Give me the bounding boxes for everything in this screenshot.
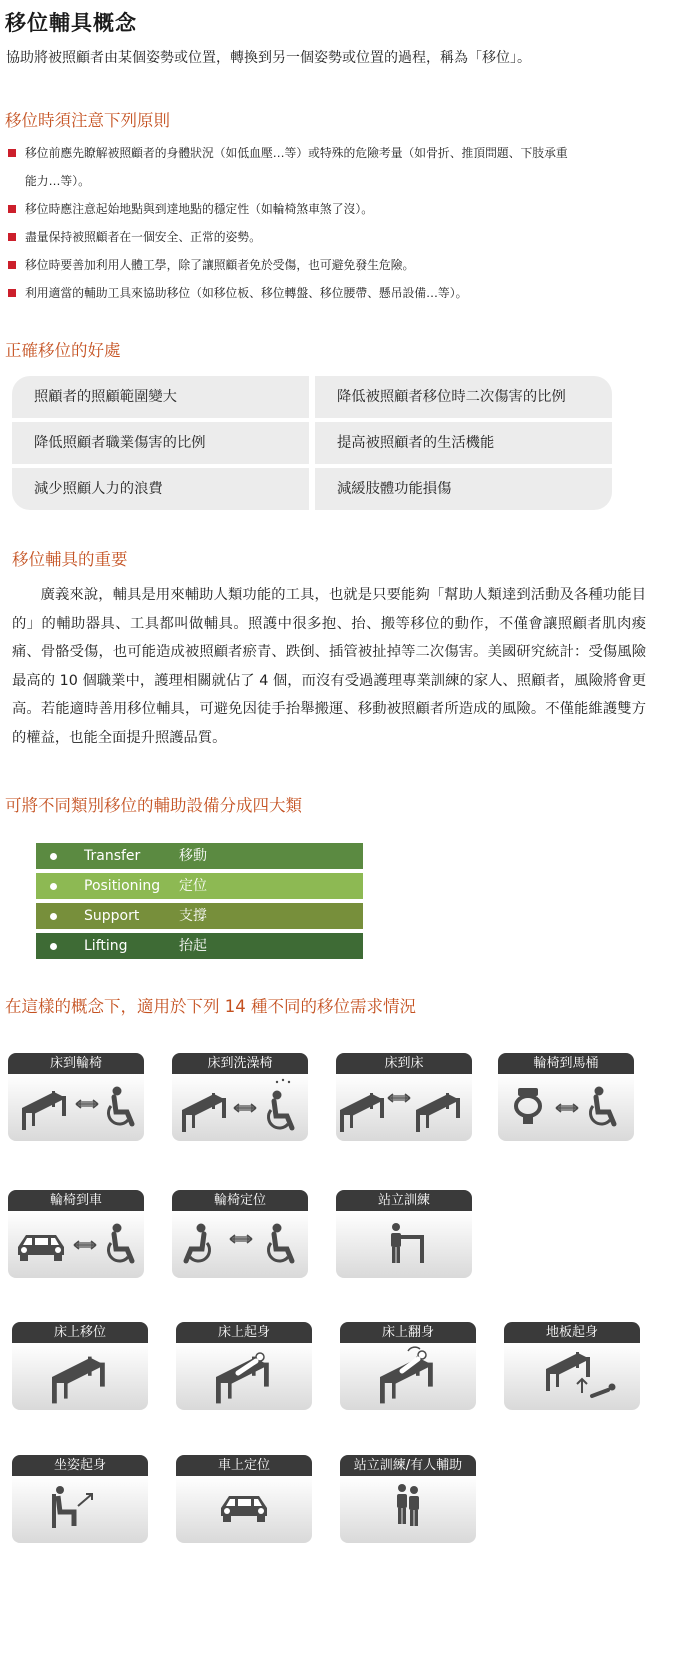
category-zh: 支撐 <box>179 908 207 924</box>
tile-wheelchair-positioning <box>172 1190 308 1278</box>
tile-label: 站立訓練 <box>336 1190 472 1211</box>
turn-over-in-bed-icon <box>340 1343 476 1410</box>
category-en: Positioning <box>84 878 161 894</box>
category-zh: 定位 <box>179 878 207 894</box>
principles-list <box>2 139 692 307</box>
tile-bed-to-shower-chair <box>172 1053 308 1141</box>
benefit-cell: 降低被照顧者移位時二次傷害的比例 <box>315 376 612 418</box>
bullet-icon <box>50 853 57 860</box>
list-item: 移位前應先瞭解被照顧者的身體狀況（如低血壓…等）或特殊的危險考量（如骨折、推頂問題、下肢承重 <box>2 139 692 167</box>
benefit-cell: 減緩肢體功能損傷 <box>315 468 612 510</box>
benefit-cell: 降低照顧者職業傷害的比例 <box>12 422 309 464</box>
importance-paragraph: 廣義來說，輔具是用來輔助人類功能的工具，也就是只要能夠「幫助人類達到活動及各種功能目的」的輔助器具、工具都叫做輔具。照護中很多抱、抬、搬等移位的動作，不僅會讓照顧者肌肉痠痛、骨骼受傷，也可能造成被照顧者瘀青、跌倒、插管被扯掉等二次傷害。美國研究統計：受傷風險最高的 10 個職業中，護理相關就佔了 4 個，而沒有受過護理專業訓練的家人、照顧者，風險將會更高。若能適時善用移位輔具，可避免因徒手抬舉搬運、移動被照顧者所造成的風險。不僅能維護雙方的權益，也能全面提升照護品質。 <box>12 587 646 746</box>
tile-toilet-to-wheelchair <box>498 1053 634 1141</box>
toilet-to-wheelchair-icon <box>498 1074 634 1141</box>
category-positioning <box>36 873 363 899</box>
benefit-cell: 減少照顧人力的浪費 <box>12 468 309 510</box>
list-item: 移位時應注意起始地點與到達地點的穩定性（如輪椅煞車煞了沒）。 <box>2 195 692 223</box>
bed-to-shower-chair-icon <box>172 1074 308 1141</box>
category-lifting <box>36 933 363 959</box>
category-transfer <box>36 843 363 869</box>
page-title: 移位輔具概念 <box>5 11 137 35</box>
rise-from-floor-icon <box>504 1343 640 1410</box>
list-item: 利用適當的輔助工具來協助移位（如移位板、移位轉盤、移位腰帶、懸吊設備…等）。 <box>2 279 692 307</box>
intro-text: 協助將被照顧者由某個姿勢或位置，轉換到另一個姿勢或位置的過程，稱為「移位」。 <box>6 50 531 66</box>
category-support <box>36 903 363 929</box>
tile-label: 站立訓練/有人輔助 <box>340 1455 476 1476</box>
car-to-wheelchair-icon <box>8 1211 144 1278</box>
tile-rise-from-floor <box>504 1322 640 1410</box>
bullet-icon <box>50 943 57 950</box>
benefit-cell: 提高被照顧者的生活機能 <box>315 422 612 464</box>
sit-to-stand-icon <box>12 1476 148 1543</box>
tile-label: 床到輪椅 <box>8 1053 144 1074</box>
tile-bed-to-bed <box>336 1053 472 1141</box>
category-en: Transfer <box>84 848 141 864</box>
wheelchair-positioning-icon <box>172 1211 308 1278</box>
tile-label: 床到床 <box>336 1053 472 1074</box>
principles-heading: 移位時須注意下列原則 <box>5 111 170 130</box>
tile-label: 坐姿起身 <box>12 1455 148 1476</box>
standing-training-icon <box>336 1211 472 1278</box>
needs-heading: 在這樣的概念下，適用於下列 14 種不同的移位需求情況 <box>5 997 416 1016</box>
list-item: 移位時要善加利用人體工學，除了讓照顧者免於受傷，也可避免發生危險。 <box>2 251 692 279</box>
tile-label: 地板起身 <box>504 1322 640 1343</box>
car-positioning-icon <box>176 1476 312 1543</box>
tile-car-positioning <box>176 1455 312 1543</box>
tile-label: 輪椅到馬桶 <box>498 1053 634 1074</box>
tile-label: 床上移位 <box>12 1322 148 1343</box>
category-en: Support <box>84 908 140 924</box>
tile-sit-up-in-bed <box>176 1322 312 1410</box>
importance-heading: 移位輔具的重要 <box>12 550 128 569</box>
bullet-icon <box>50 913 57 920</box>
tile-label: 床到洗澡椅 <box>172 1053 308 1074</box>
tile-label: 輪椅到車 <box>8 1190 144 1211</box>
category-zh: 移動 <box>179 848 207 864</box>
tile-wheelchair-to-car <box>8 1190 144 1278</box>
tile-standing-training <box>336 1190 472 1278</box>
tile-bed-shift <box>12 1322 148 1410</box>
bed-shift-icon <box>12 1343 148 1410</box>
tile-sit-to-stand <box>12 1455 148 1543</box>
benefits-heading: 正確移位的好處 <box>5 341 121 360</box>
bed-to-wheelchair-icon <box>8 1074 144 1141</box>
categories-heading: 可將不同類別移位的輔助設備分成四大類 <box>5 796 302 815</box>
tile-label: 床上起身 <box>176 1322 312 1343</box>
list-item: 盡量保持被照顧者在一個安全、正常的姿勢。 <box>2 223 692 251</box>
category-en: Lifting <box>84 938 128 954</box>
tile-label: 床上翻身 <box>340 1322 476 1343</box>
bullet-icon <box>50 883 57 890</box>
benefits-grid <box>12 376 612 510</box>
tile-assisted-standing <box>340 1455 476 1543</box>
bed-to-bed-icon <box>336 1074 472 1141</box>
tile-turn-over-in-bed <box>340 1322 476 1410</box>
list-item: 能力…等）。 <box>25 174 90 188</box>
benefit-cell: 照顧者的照顧範圍變大 <box>12 376 309 418</box>
tile-label: 輪椅定位 <box>172 1190 308 1211</box>
category-zh: 抬起 <box>179 938 207 954</box>
assisted-standing-icon <box>340 1476 476 1543</box>
tile-bed-to-wheelchair <box>8 1053 144 1141</box>
sit-up-in-bed-icon <box>176 1343 312 1410</box>
tile-label: 車上定位 <box>176 1455 312 1476</box>
